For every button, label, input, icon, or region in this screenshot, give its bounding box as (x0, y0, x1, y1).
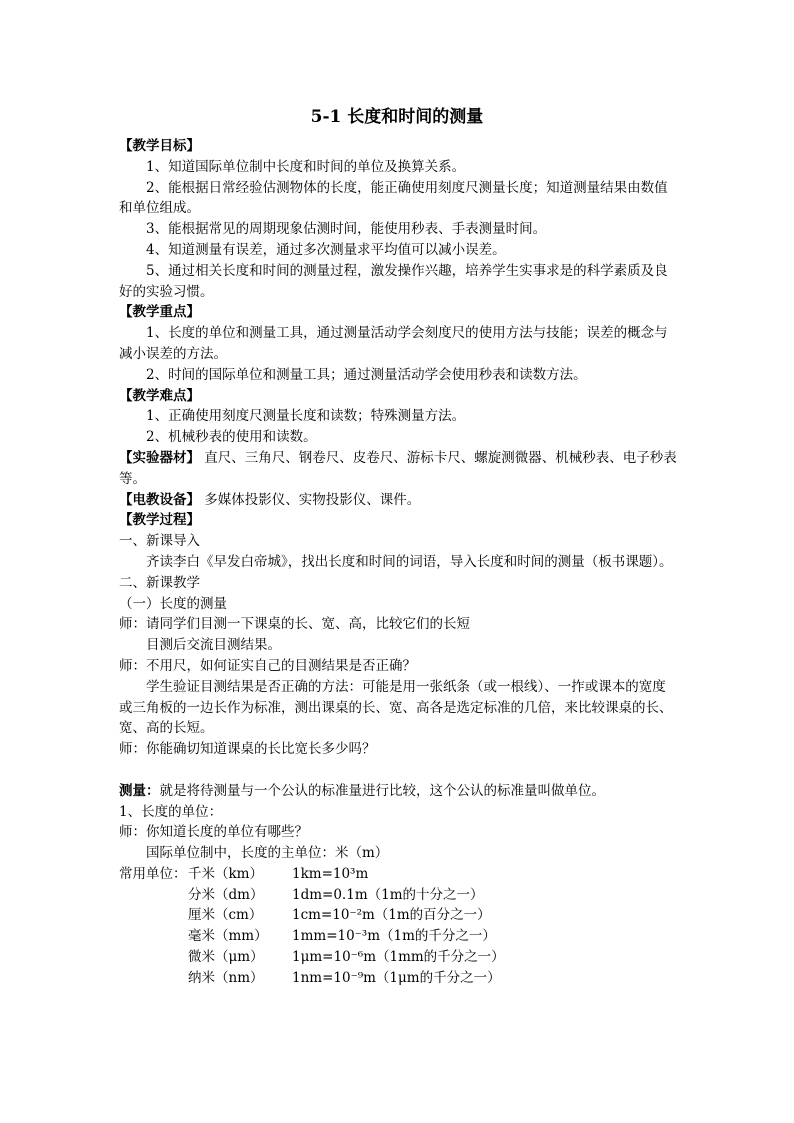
unit-name: 厘米（cm） (188, 907, 263, 924)
teacher-line: 师：你能确切知道课桌的长比宽长多少吗？ (119, 741, 376, 758)
unit-definition: 1mm=10⁻³m（1m的千分之一） (292, 928, 496, 945)
unit-name: 毫米（mm） (188, 928, 268, 945)
key-point-item: 2、时间的国际单位和测量工具；通过测量活动学会使用秒表和读数方法。 (146, 366, 587, 383)
difficulty-item: 1、正确使用刻度尺测量长度和读数；特殊测量方法。 (146, 408, 466, 425)
unit-name: 纳米（nm） (188, 969, 264, 986)
page-title: 5-1 长度和时间的测量 (310, 107, 484, 127)
unit-row (119, 947, 677, 968)
process-heading: 【教学过程】 (119, 512, 200, 529)
measurement-definition (119, 781, 677, 802)
unit-row (119, 864, 677, 885)
goal-item: 2、能根据日常经验估测物体的长度，能正确使用刻度尺测量长度；知道测量结果由数值和单位组成。 (119, 179, 668, 217)
unit-definition: 1km=10³m (292, 865, 369, 882)
unit-name: 分米（dm） (188, 886, 264, 903)
teacher-line: 师：请同学们目测一下课桌的长、宽、高，比较它们的长短 (119, 616, 470, 633)
unit-definition: 1μm=10⁻⁶m（1mm的千分之一） (292, 949, 505, 966)
unit-definition: 1cm=10⁻²m（1m的百分之一） (292, 907, 491, 924)
measurement-label: 测量： (119, 782, 160, 799)
unit-definition: 1nm=10⁻⁹m（1μm的千分之一） (292, 969, 501, 986)
goal-item: 5、通过相关长度和时间的测量过程，激发操作兴趣，培养学生实事求是的科学素质及良好的实验习惯。 (119, 262, 668, 300)
length-unit-heading: 1、长度的单位： (119, 803, 223, 820)
key-point-item: 1、长度的单位和测量工具，通过测量活动学会刻度尺的使用方法与技能；误差的概念与减小误差的方法。 (119, 325, 668, 362)
equipment-paragraph (119, 448, 677, 490)
equipment-heading: 【实验器材】 (119, 449, 200, 466)
teacher-line: 师：不用尺，如何证实自己的目测结果是否正确？ (119, 657, 416, 674)
student-line: 目测后交流目测结果。 (146, 637, 281, 654)
equipment-text: 直尺、三角尺、钢卷尺、皮卷尺、游标卡尺、螺旋测微器、机械秒表、电子秒表等。 (119, 449, 677, 487)
unit-name: 微米（μm） (188, 949, 264, 966)
unit-name: 千米（km） (188, 865, 263, 882)
section-new-lesson-heading: 二、新课教学 (119, 574, 200, 591)
goal-item: 3、能根据常见的周期现象估测时间，能使用秒表、手表测量时间。 (146, 221, 547, 238)
unit-row (119, 905, 677, 926)
difficulty-item: 2、机械秒表的使用和读数。 (146, 429, 317, 446)
media-heading: 【电教设备】 (119, 491, 200, 508)
goal-item: 1、知道国际单位制中长度和时间的单位及换算关系。 (146, 158, 466, 175)
difficulties-heading: 【教学难点】 (119, 387, 200, 404)
student-line: 学生验证目测结果是否正确的方法：可能是用一张纸条（或一根线）、一拃或课本的宽度或三角板的一边长作为标准，测出课桌的长、宽、高各是选定标准的几倍，来比较课桌的长、宽、高的长短。 (119, 678, 673, 737)
unit-row (119, 885, 677, 906)
media-paragraph (119, 490, 677, 511)
goal-item: 4、知道测量有误差，通过多次测量求平均值可以减小误差。 (146, 241, 506, 258)
measurement-text: 就是将待测量与一个公认的标准量进行比较，这个公认的标准量叫做单位。 (159, 782, 605, 799)
subsection-length-heading: （一）长度的测量 (119, 595, 227, 612)
section-intro-text: 齐读李白《早发白帝城》，找出长度和时间的词语，导入长度和时间的测量（板书课题）。 (146, 553, 673, 570)
document-body (119, 136, 677, 989)
common-units-label: 常用单位： (119, 865, 187, 882)
key-points-heading: 【教学重点】 (119, 304, 200, 321)
media-text: 多媒体投影仪、实物投影仪、课件。 (204, 491, 421, 508)
unit-definition: 1dm=0.1m（1m的十分之一） (292, 886, 484, 903)
si-unit-line: 国际单位制中，长度的主单位：米（m） (146, 845, 389, 862)
unit-row (119, 968, 677, 989)
goals-heading: 【教学目标】 (119, 138, 200, 154)
unit-row (119, 926, 677, 947)
blank-line (119, 760, 677, 781)
section-intro-heading: 一、新课导入 (119, 533, 200, 550)
teacher-line: 师：你知道长度的单位有哪些？ (119, 824, 308, 841)
